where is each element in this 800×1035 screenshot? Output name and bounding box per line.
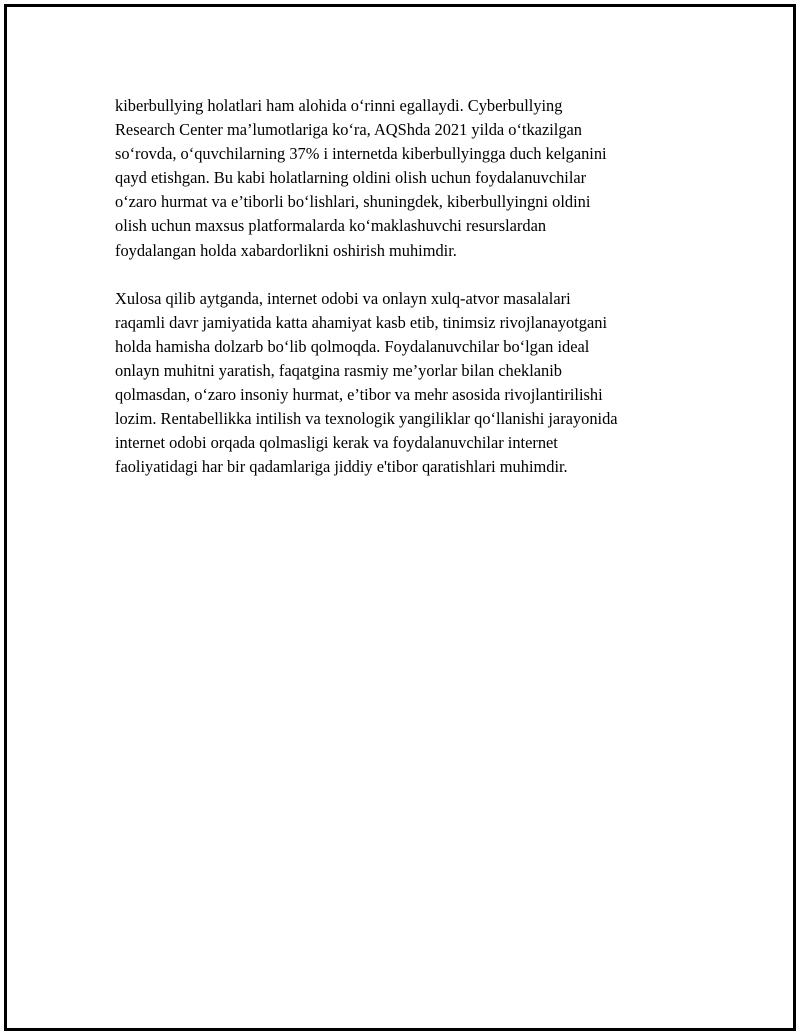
text-line: onlayn muhitni yaratish, faqatgina rasmiy me’yorlar bilan cheklanib	[115, 360, 562, 380]
text-line: kiberbullying holatlari ham alohida o‘rinni egallaydi. Cyberbullying	[115, 96, 563, 115]
text-line: olish uchun maxsus platformalarda ko‘maklashuvchi resurslardan	[115, 216, 547, 236]
paragraph-1	[115, 94, 695, 263]
text-line: holda hamisha dolzarb bo‘lib qolmoqda. Foydalanuvchilar bo‘lgan ideal	[115, 336, 590, 356]
text-line: faoliyatidagi har bir qadamlariga jiddiy e'tibor qaratishlari muhimdir.	[115, 457, 568, 477]
text-line: lozim. Rentabellikka intilish va texnologik yangiliklar qo‘llanishi jarayonida	[115, 409, 618, 429]
text-line: foydalangan holda xabardorlikni oshirish muhimdir.	[115, 240, 457, 260]
paragraph-2	[115, 287, 695, 480]
text-line: Research Center ma’lumotlariga ko‘ra, AQShda 2021 yilda o‘tkazilgan	[115, 120, 582, 140]
text-line: qolmasdan, o‘zaro insoniy hurmat, e’tibor va mehr asosida rivojlantirilishi	[115, 385, 603, 405]
text-line: qayd etishgan. Bu kabi holatlarning oldini olish uchun foydalanuvchilar	[115, 168, 587, 188]
document-body	[115, 94, 695, 479]
text-line: internet odobi orqada qolmasligi kerak va foydalanuvchilar internet	[115, 433, 558, 453]
text-line: Xulosa qilib aytganda, internet odobi va onlayn xulq-atvor masalalari	[115, 288, 571, 308]
text-line: raqamli davr jamiyatida katta ahamiyat kasb etib, tinimsiz rivojlanayotgani	[115, 312, 608, 332]
text-line: so‘rovda, o‘quvchilarning 37% i internetda kiberbullyingga duch kelganini	[115, 144, 607, 164]
text-line: o‘zaro hurmat va e’tiborli bo‘lishlari, shuningdek, kiberbullyingni oldini	[115, 192, 591, 212]
